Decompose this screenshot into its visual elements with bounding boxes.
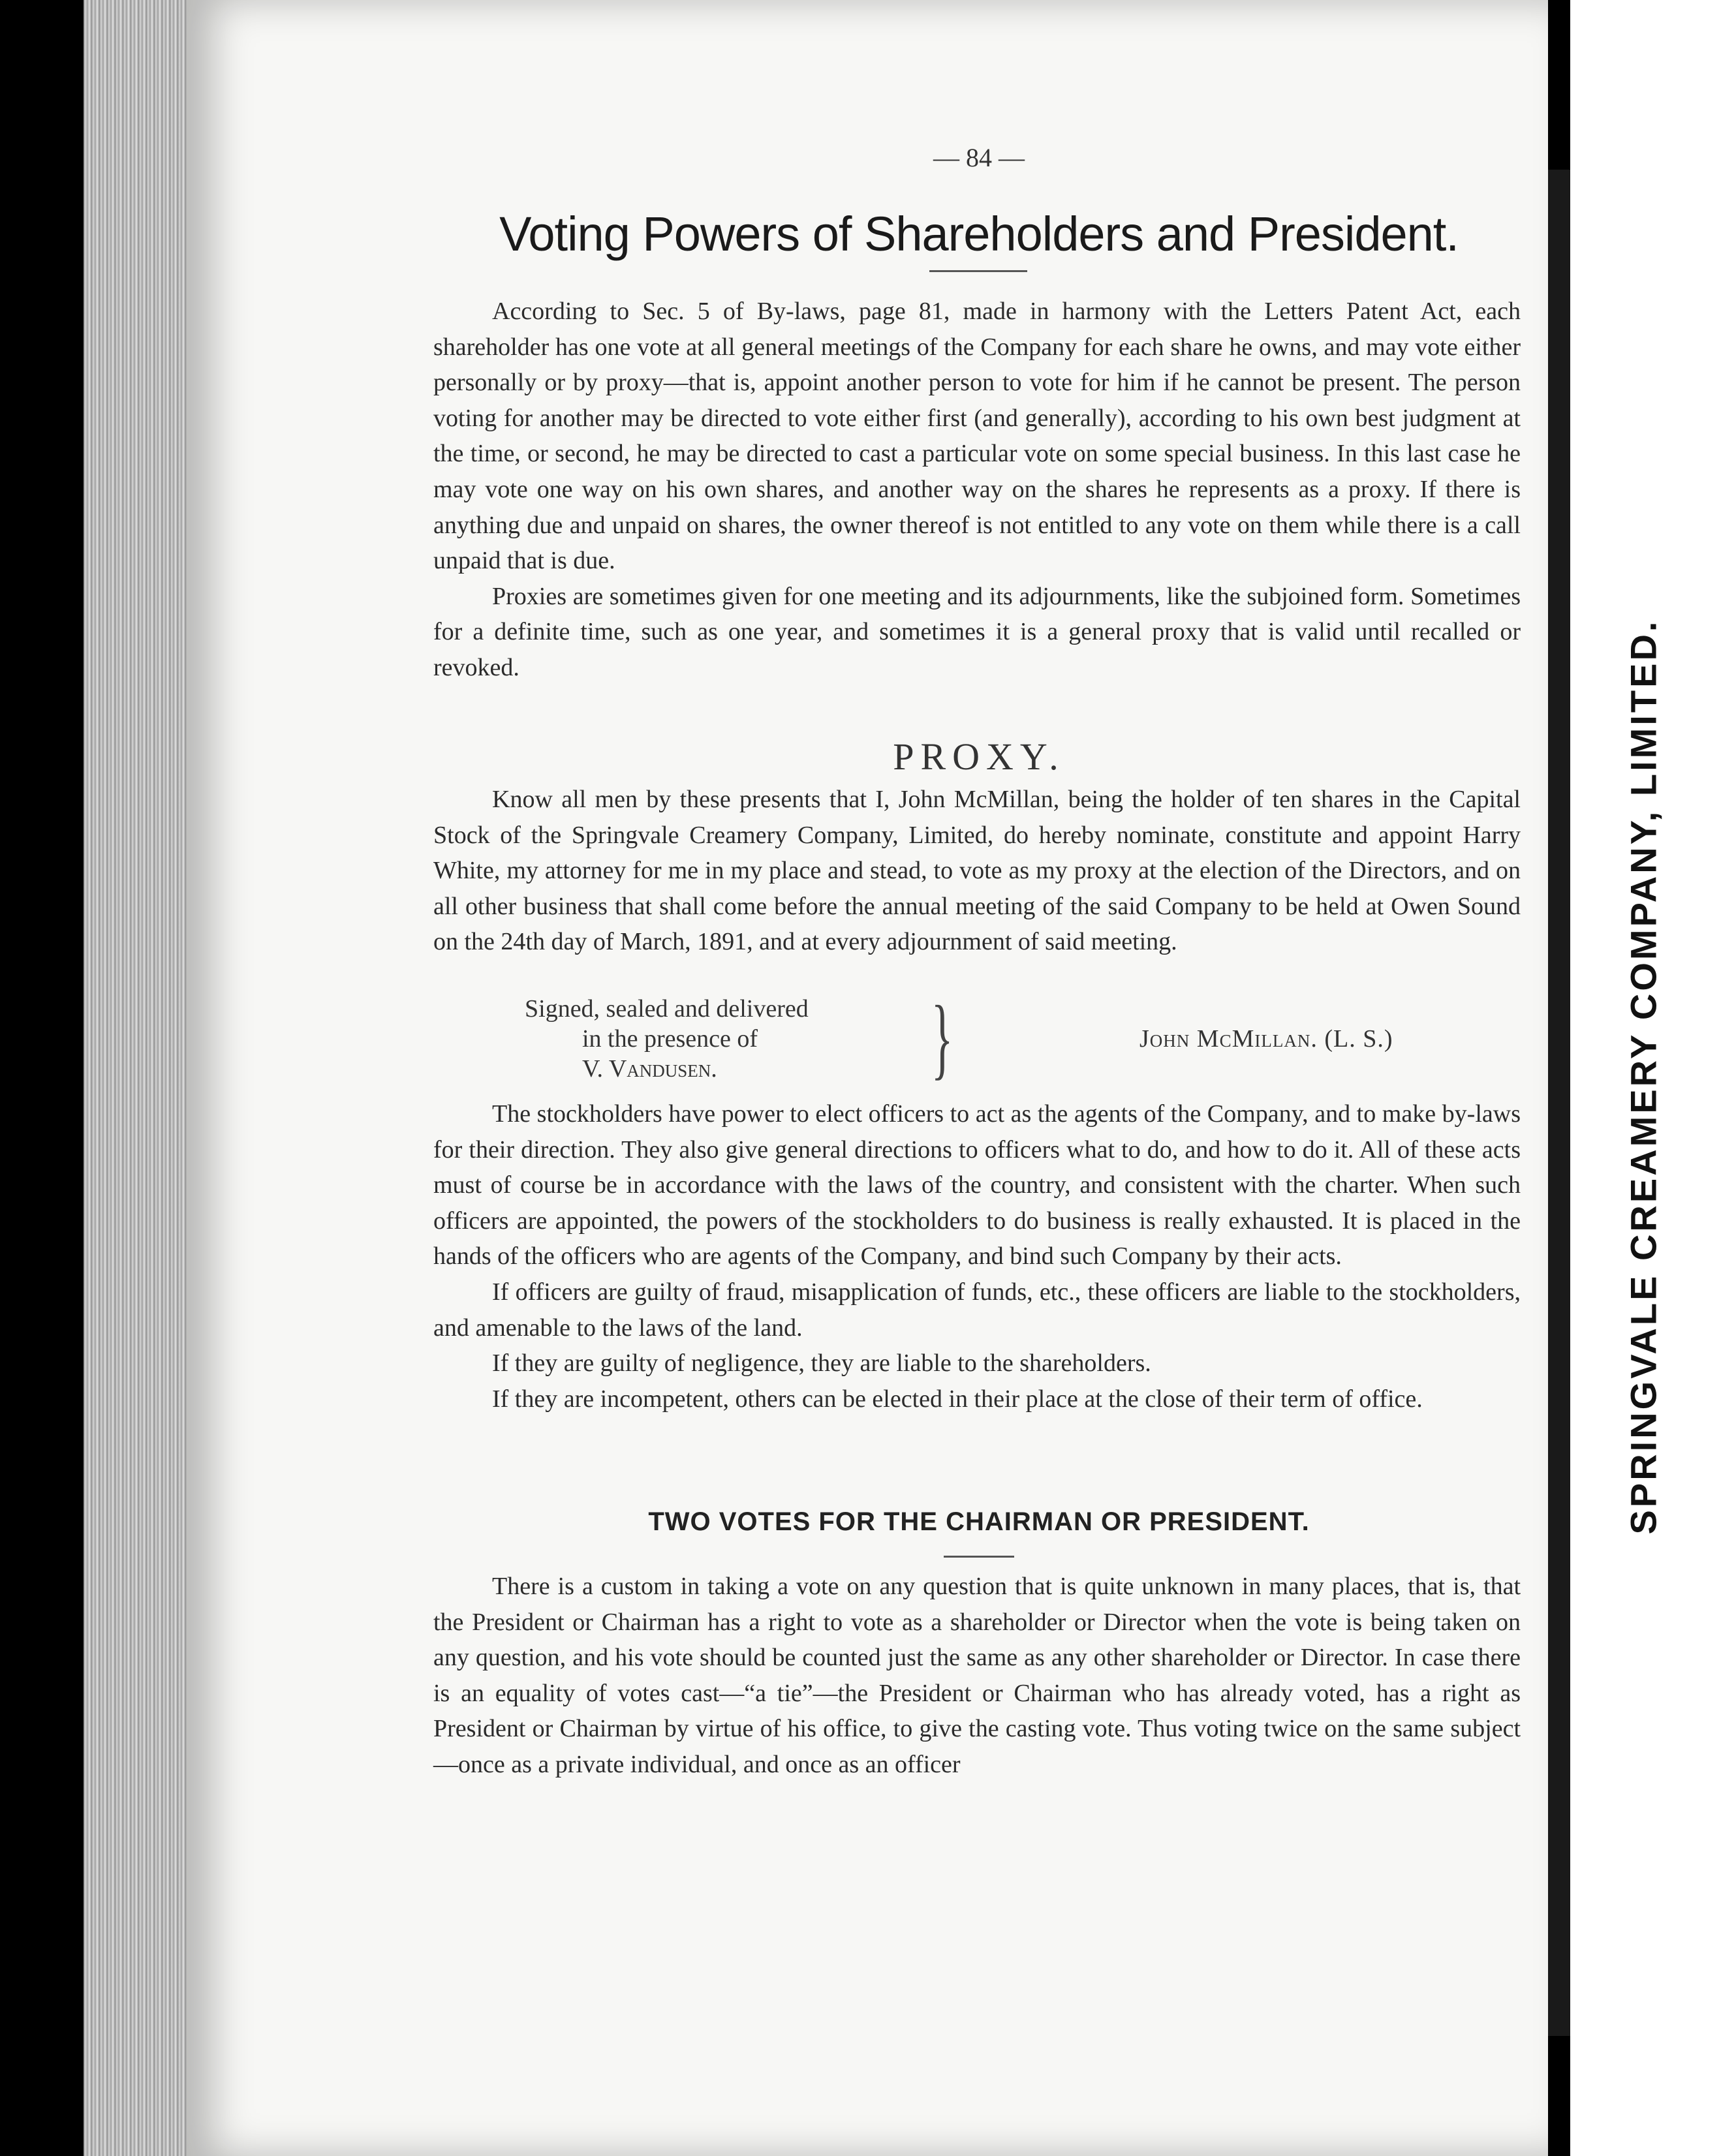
proxy-paragraph: Know all men by these presents that I, John McMillan, being the holder of ten shares in the Capital Stock of the Springvale Creamery Company, Limited, do hereby nominate, constitute and appoint Harry White, my attorney for me in my place and stead, to vote as my proxy at the election of the Directors, and on all other business that shall come before the annual meeting of the said Company to be held at Owen Sound on the 24th day of March, 1891, and at every adjournment of said meeting. [433,786,1521,956]
signature-line-1: Signed, sealed and delivered [525,995,809,1023]
votes-section [433,1569,1521,1783]
officers-paragraph: If officers are guilty of fraud, misapplication of funds, etc., these officers are liable to the stockholders, and amenable to the laws of the land. [433,1278,1521,1342]
officers-paragraph: If they are incompetent, others can be elected in their place at the close of their term of office. [492,1385,1423,1413]
page-number: — 84 — [933,143,1025,172]
title-rule [929,270,1027,272]
intro-section [433,294,1521,686]
intro-paragraph: Proxies are sometimes given for one meeting and its adjournments, like the subjoined form. Sometimes for a definite time, such as one year, and sometimes it is a general proxy that is valid until recalled or revoked. [433,582,1521,681]
page-title: Voting Powers of Shareholders and President. [499,207,1459,261]
votes-heading: TWO VOTES FOR THE CHAIRMAN OR PRESIDENT. [648,1507,1310,1536]
officers-section [433,1096,1521,1417]
brace-glyph: } [931,987,953,1088]
votes-paragraph: There is a custom in taking a vote on any question that is quite unknown in many places, that is, that the President or Chairman has a right to vote as a shareholder or Director when the vote is being taken on any question, and his vote should be counted just the same as any other shareholder or Director. In case there is an equality of votes cast—“a tie”—the President or Chairman who has already voted, has a right as President or Chairman by virtue of his office, to give the casting vote. Thus voting twice on the same subject—once as a private individual, and once as an officer [433,1573,1521,1778]
vertical-company-title: SPRINGVALE CREAMERY COMPANY, LIMITED. [1622,619,1664,1535]
officers-paragraph: The stockholders have power to elect officers to act as the agents of the Company, and to make by-laws for their direction. They also give general directions to officers what to do, and how to do it. All of these acts must of course be in accordance with the laws of the country, and consistent with the charter. When such officers are appointed, the powers of the stockholders to do business is really exhausted. It is placed in the hands of the officers who are agents of the Company, and bind such Company by their acts. [433,1100,1521,1270]
witness-name: V. Vandusen. [582,1055,717,1083]
proxy-form [433,782,1521,960]
binding-shadow [1548,170,1570,2036]
signatory-name: John McMillan. (L. S.) [1139,1025,1393,1053]
officers-paragraph: If they are guilty of negligence, they are liable to the shareholders. [492,1349,1151,1378]
proxy-heading: PROXY. [893,735,1065,778]
signature-block [433,987,1521,1088]
votes-heading-rule [944,1556,1014,1558]
signature-line-2: in the presence of [582,1025,758,1053]
book-page-edges [84,0,188,2156]
intro-paragraph: According to Sec. 5 of By-laws, page 81, made in harmony with the Letters Patent Act, each shareholder has one vote at all general meetings of the Company for each share he owns, and may vote either personally or by proxy—that is, appoint another person to vote for him if he cannot be present. The person voting for another may be directed to vote either first (and generally), according to his own best judgment at the time, or second, he may be directed to cast a particular vote on some special business. In this last case he may vote one way on his own shares, and another way on the shares he represents as a proxy. If there is anything due and unpaid on shares, the owner thereof is not entitled to any vote on them while there is a call unpaid that is due. [433,298,1521,575]
